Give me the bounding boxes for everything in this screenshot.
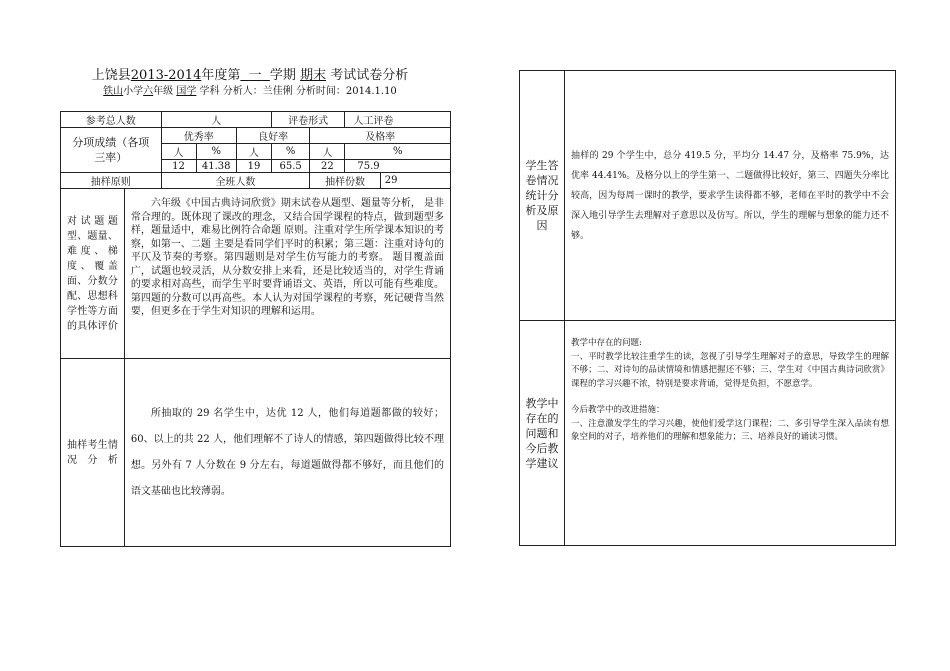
sample-analysis-cell: [124, 359, 450, 547]
analyst-info: 学科 分析人：兰佳俐 分析时间：2014.1.10: [199, 86, 397, 97]
analysis-table: [519, 70, 896, 546]
evaluation-cell: [124, 189, 450, 359]
problems-cell: [565, 321, 896, 546]
grading-form-value: 人工评卷: [345, 112, 451, 128]
problems-title: 教学中存在的问题:: [571, 338, 642, 348]
answer-analysis-label: 学生答卷情况统计分析及原因: [520, 71, 565, 321]
improvement-title: 今后教学中的改进措施：: [571, 405, 665, 415]
document-title: [60, 68, 440, 84]
excellent-percent: 41.38: [196, 160, 236, 173]
term-label: 学期: [269, 68, 296, 83]
excellent-people: 12: [161, 160, 196, 173]
year-suffix: 年度第: [201, 68, 241, 83]
grading-form-label: 评卷形式: [271, 112, 344, 128]
pass-people-header: 人: [310, 144, 345, 160]
good-percent: 65.5: [271, 160, 309, 173]
county: 上饶县: [91, 68, 131, 83]
evaluation-label: 对试题题型、题量、难度、梯度、覆盖面、分数分配、思想科学性等方面的具体评价: [61, 189, 125, 359]
ref-count-value: 人: [161, 112, 271, 128]
improvement-text: 一、注意激发学生的学习兴趣，使他们爱学这门课程；二、多引导学生深入品读有想象空间的对子，培养他们的理解和想象能力；三、培养良好的诵读习惯。: [571, 418, 889, 442]
sample-count-value: 29: [380, 173, 450, 189]
term-number: 一: [248, 68, 262, 83]
sampling-principle-label: 抽样原则: [61, 173, 162, 189]
good-percent-header: %: [271, 144, 309, 160]
pass-percent-header: %: [345, 144, 451, 160]
sample-analysis-label: 抽样考生情况分析: [61, 359, 125, 547]
sample-analysis-text: 所抽取的 29 名学生中，达优 12 人，他们每道题都做的较好；60、以上的共 22 人，他们理解不了诗人的情感，第四题做得比较不理想。另外有 7 人分数在 9 分左右，每道题做得都不够好，而且他们的语文基础也比较薄弱。: [130, 407, 444, 497]
answer-analysis-text: 抽样的 29 个学生中，总分 419.5 分，平均分 14.47 分，及格率 75.9%，达优率 44.41%。及格分以上的学生第一、二题做得比较好，第三、四题失分率比较高，因为每周一课时的教学，要求学生读得都不够，老师在平时的教学中不会深入地引导学生去理解对子意思以及仿写。所以，学生的理解与想象的能力还不够。: [565, 71, 896, 321]
good-rate-label: 良好率: [236, 128, 309, 144]
excellent-people-header: 人: [161, 144, 196, 160]
exam-type: 期末: [300, 68, 327, 83]
excellent-percent-header: %: [196, 144, 236, 160]
exam-stats-table: [60, 111, 451, 547]
sample-count-label: 抽样份数: [310, 173, 380, 189]
excellent-rate-label: 优秀率: [161, 128, 236, 144]
document-subtitle: [60, 85, 440, 98]
title-suffix: 考试试卷分析: [330, 68, 409, 83]
problems-label: 教学中存在的问题和今后教学建议: [520, 321, 565, 546]
pass-people: 22: [310, 160, 345, 173]
pass-rate-label: 及格率: [310, 128, 451, 144]
pass-percent: 75.9: [345, 160, 451, 173]
problems-text: 一、平时教学比较注重学生的读，忽视了引导学生理解对子的意思，导致学生的理解不够；二、对诗句的品读情境和情感把握还不够；三、学生对《中国古典诗词欣赏》课程的学习兴趣不浓，特别是要求背诵，觉得是负担，不愿意学。: [571, 351, 889, 389]
grade-value: 六: [143, 86, 154, 97]
school-suffix: 小学: [123, 86, 144, 97]
evaluation-text: 六年级《中国古典诗词欣赏》期末试卷从题型、题量等分析， 是非常合理的。既体现了课改的理念，又结合国学课程的特点，做到题型多样，题量适中，难易比例符合命题 原则。注重对学生所学课本知识的考察，如第一、二题 主要是看同学们平时的积累；第三题：注重对诗句的平仄及节奏的考察。第四题则是对学生仿写能力的考察。 题目覆盖面广，试题也较灵活，从分数安排上来看，还是比较适当的，对学生背诵的要求相对高些，而学生平时要背诵语文、英语，所以可能有些难度。第四题的分数可以再高些。本人认为对国学课程的考察，死记硬背当然要，但更多在于学生对知识的理解和运用。: [130, 198, 445, 317]
score-section-label: 分项成绩（各项三率）: [61, 128, 162, 173]
good-people-header: 人: [236, 144, 271, 160]
ref-count-label: 参考总人数: [61, 112, 162, 128]
subject-name: 国学: [176, 86, 197, 97]
sampling-principle-value: 全班人数: [161, 173, 310, 189]
school-year: 2013-2014: [130, 68, 202, 83]
school-name: 铁山: [103, 86, 124, 97]
grade-suffix: 年级: [153, 86, 174, 97]
good-people: 19: [236, 160, 271, 173]
